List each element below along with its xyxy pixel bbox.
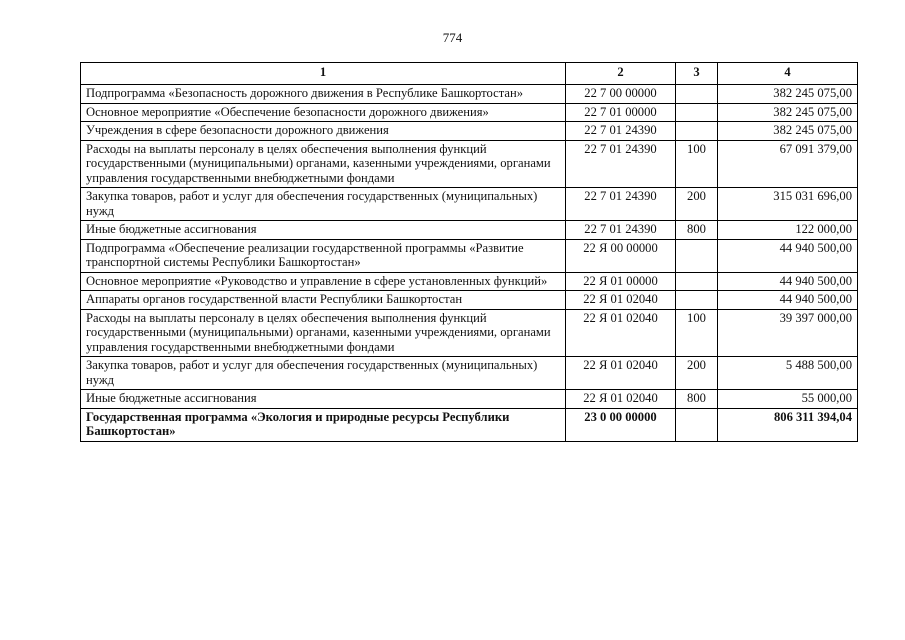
row-amount: 315 031 696,00 bbox=[718, 188, 858, 221]
row-type bbox=[676, 85, 718, 104]
row-code: 22 Я 01 02040 bbox=[566, 357, 676, 390]
row-amount: 67 091 379,00 bbox=[718, 140, 858, 188]
row-name: Расходы на выплаты персоналу в целях обеспечения выполнения функций государственными (муниципальными) органами, казенными учреждениями, органами управления государственными внебюджетными фондами bbox=[81, 140, 566, 188]
row-amount: 382 245 075,00 bbox=[718, 103, 858, 122]
table-row-program-total bbox=[81, 408, 858, 441]
row-code: 22 Я 01 00000 bbox=[566, 272, 676, 291]
row-type: 200 bbox=[676, 357, 718, 390]
header-col-1: 1 bbox=[81, 63, 566, 85]
row-name: Аппараты органов государственной власти Республики Башкортостан bbox=[81, 291, 566, 310]
row-code: 22 Я 01 02040 bbox=[566, 390, 676, 409]
row-code: 23 0 00 00000 bbox=[566, 408, 676, 441]
row-type: 200 bbox=[676, 188, 718, 221]
row-code: 22 7 01 24390 bbox=[566, 122, 676, 141]
row-amount: 44 940 500,00 bbox=[718, 239, 858, 272]
page-number: 774 bbox=[442, 30, 463, 45]
table-row bbox=[81, 103, 858, 122]
row-name: Иные бюджетные ассигнования bbox=[81, 390, 566, 409]
header-col-4: 4 bbox=[718, 63, 858, 85]
row-name: Государственная программа «Экология и природные ресурсы Республики Башкортостан» bbox=[81, 408, 566, 441]
row-name: Основное мероприятие «Руководство и управление в сфере установленных функций» bbox=[81, 272, 566, 291]
row-name: Учреждения в сфере безопасности дорожного движения bbox=[81, 122, 566, 141]
row-code: 22 Я 01 02040 bbox=[566, 291, 676, 310]
row-amount: 382 245 075,00 bbox=[718, 85, 858, 104]
row-type bbox=[676, 272, 718, 291]
row-code: 22 7 01 24390 bbox=[566, 188, 676, 221]
row-amount: 122 000,00 bbox=[718, 221, 858, 240]
row-name: Подпрограмма «Обеспечение реализации государственной программы «Развитие транспортной системы Республики Башкортостан» bbox=[81, 239, 566, 272]
row-name: Иные бюджетные ассигнования bbox=[81, 221, 566, 240]
row-amount: 44 940 500,00 bbox=[718, 272, 858, 291]
table-row bbox=[81, 272, 858, 291]
row-type: 800 bbox=[676, 221, 718, 240]
row-code: 22 Я 01 02040 bbox=[566, 309, 676, 357]
table-row bbox=[81, 390, 858, 409]
row-name: Подпрограмма «Безопасность дорожного движения в Республике Башкортостан» bbox=[81, 85, 566, 104]
row-name: Закупка товаров, работ и услуг для обеспечения государственных (муниципальных) нужд bbox=[81, 188, 566, 221]
table-row bbox=[81, 140, 858, 188]
row-code: 22 7 01 24390 bbox=[566, 221, 676, 240]
row-amount: 5 488 500,00 bbox=[718, 357, 858, 390]
table-row bbox=[81, 85, 858, 104]
row-amount: 382 245 075,00 bbox=[718, 122, 858, 141]
row-type bbox=[676, 239, 718, 272]
row-type: 800 bbox=[676, 390, 718, 409]
header-col-2: 2 bbox=[566, 63, 676, 85]
row-amount: 806 311 394,04 bbox=[718, 408, 858, 441]
row-code: 22 7 01 24390 bbox=[566, 140, 676, 188]
row-type bbox=[676, 408, 718, 441]
table-row bbox=[81, 291, 858, 310]
table-row bbox=[81, 188, 858, 221]
row-name: Основное мероприятие «Обеспечение безопасности дорожного движения» bbox=[81, 103, 566, 122]
row-code: 22 7 01 00000 bbox=[566, 103, 676, 122]
row-code: 22 7 00 00000 bbox=[566, 85, 676, 104]
row-name: Закупка товаров, работ и услуг для обеспечения государственных (муниципальных) нужд bbox=[81, 357, 566, 390]
table-header-row bbox=[81, 63, 858, 85]
row-name: Расходы на выплаты персоналу в целях обеспечения выполнения функций государственными (муниципальными) органами, казенными учреждениями, органами управления государственными внебюджетными фондами bbox=[81, 309, 566, 357]
row-code: 22 Я 00 00000 bbox=[566, 239, 676, 272]
table-row bbox=[81, 239, 858, 272]
row-type bbox=[676, 122, 718, 141]
row-amount: 39 397 000,00 bbox=[718, 309, 858, 357]
budget-table bbox=[80, 62, 858, 442]
row-amount: 55 000,00 bbox=[718, 390, 858, 409]
row-amount: 44 940 500,00 bbox=[718, 291, 858, 310]
row-type: 100 bbox=[676, 309, 718, 357]
header-col-3: 3 bbox=[676, 63, 718, 85]
table-row bbox=[81, 122, 858, 141]
row-type: 100 bbox=[676, 140, 718, 188]
row-type bbox=[676, 291, 718, 310]
table-row bbox=[81, 309, 858, 357]
table-row bbox=[81, 357, 858, 390]
table-row bbox=[81, 221, 858, 240]
row-type bbox=[676, 103, 718, 122]
